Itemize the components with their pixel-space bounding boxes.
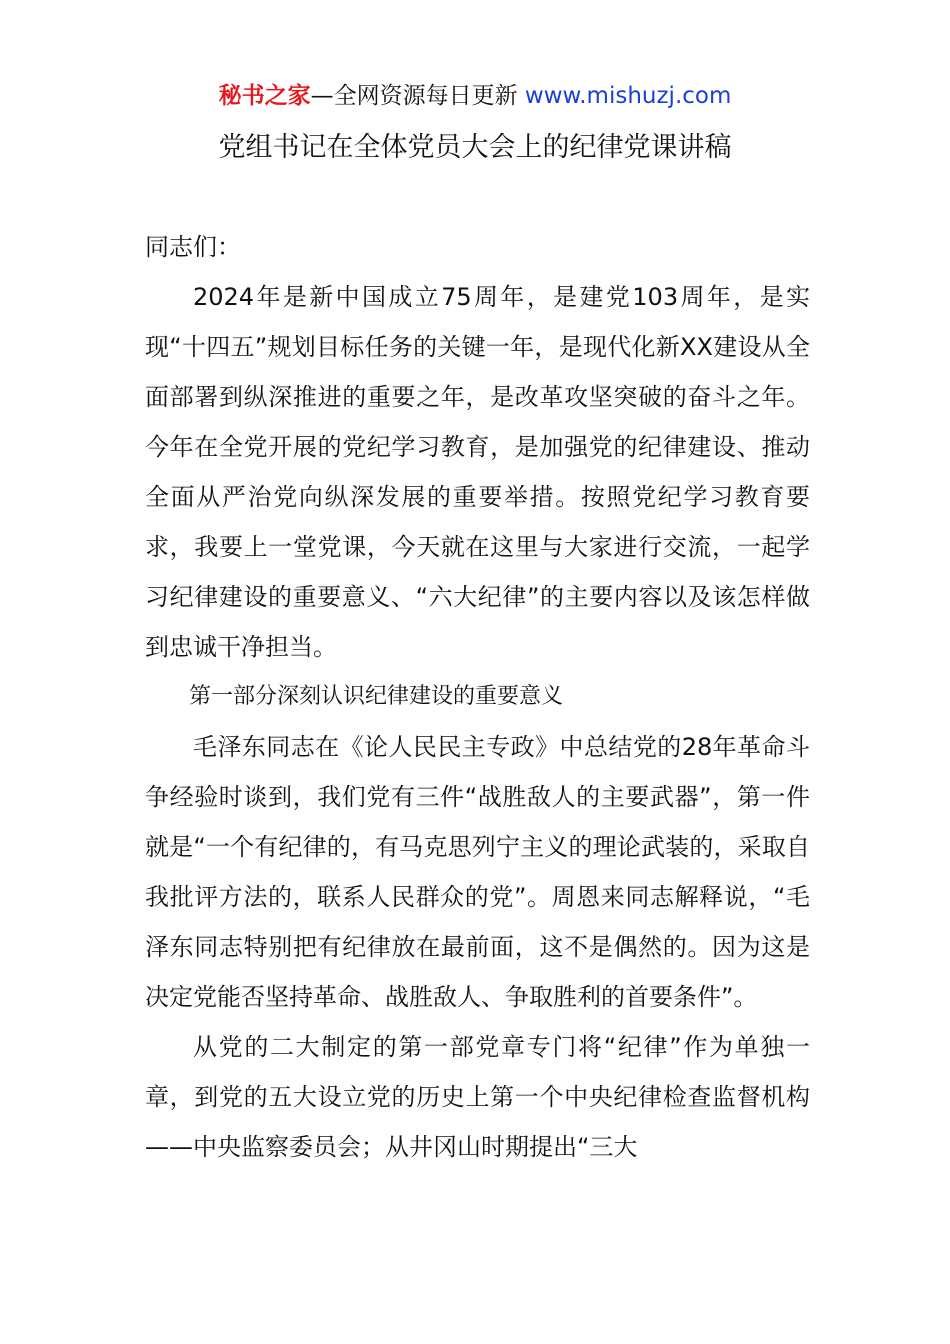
site-tagline: —全网资源每日更新 — [310, 83, 518, 109]
site-url-link[interactable]: www.mishuzj.com — [524, 83, 732, 109]
paragraph-history: 从党的二大制定的第一部党章专门将“纪律”作为单独一章，到党的五大设立党的历史上第一个中央纪律检查监督机构——中央监察委员会；从井冈山时期提出“三大 — [145, 1033, 810, 1161]
document-title: 党组书记在全体党员大会上的纪律党课讲稿 — [218, 132, 732, 163]
paragraph-intro: 2024年是新中国成立75周年，是建党103周年，是实现“十四五”规划目标任务的关键一年，是现代化新XX建设从全面部署到纵深推进的重要之年，是改革攻坚突破的奋斗之年。今年在全党开展的党纪学习教育，是加强党的纪律建设、推动全面从严治党向纵深发展的重要举措。按照党纪学习教育要求，我要上一堂党课，今天就在这里与大家进行交流，一起学习纪律建设的重要意义、“六大纪律”的主要内容以及该怎样做到忠诚干净担当。 — [145, 283, 810, 661]
site-brand: 秘书之家 — [218, 83, 311, 109]
document-body — [145, 222, 810, 1172]
paragraph-mao-quote: 毛泽东同志在《论人民民主专政》中总结党的28年革命斗争经验时谈到，我们党有三件“战胜敌人的主要武器”，第一件就是“一个有纪律的，有马克思列宁主义的理论武装的，采取自我批评方法的，联系人民群众的党”。周恩来同志解释说，“毛泽东同志特别把有纪律放在最前面，这不是偶然的。因为这是决定党能否坚持革命、战胜敌人、争取胜利的首要条件”。 — [145, 733, 810, 1011]
site-header — [0, 80, 950, 112]
section-heading: 第一部分深刻认识纪律建设的重要意义 — [189, 684, 564, 709]
salutation: 同志们： — [145, 233, 241, 261]
